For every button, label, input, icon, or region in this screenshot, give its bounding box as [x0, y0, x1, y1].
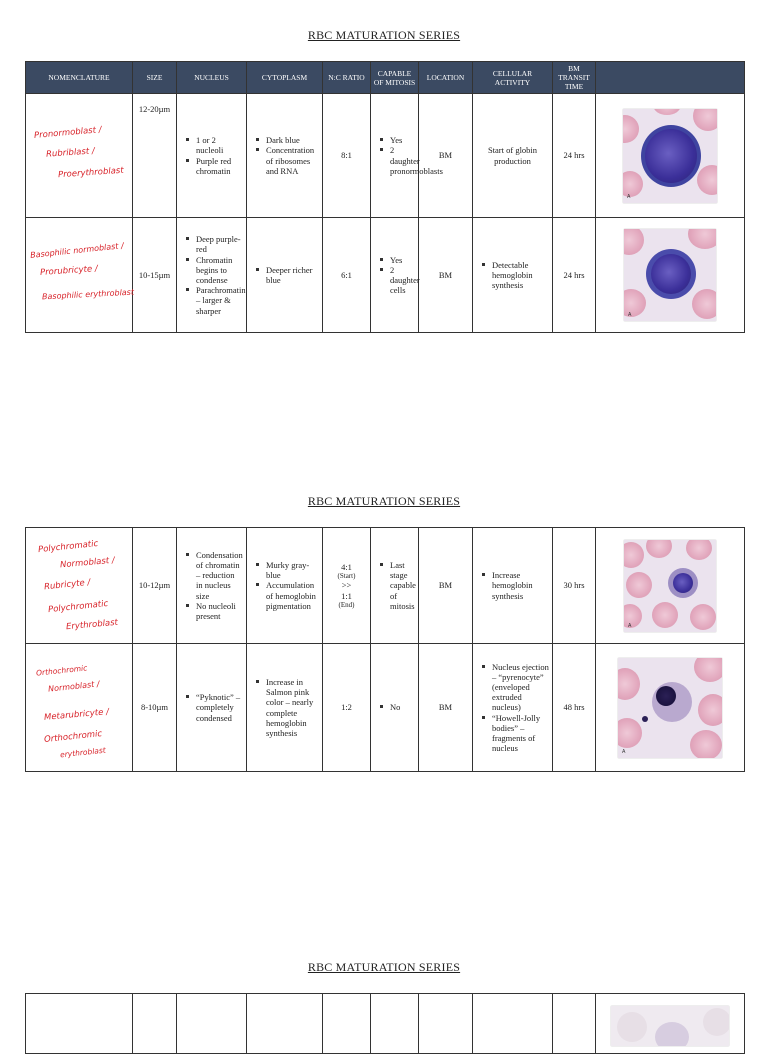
handwritten-name: erythroblast	[59, 745, 107, 760]
nc-ratio-cell	[323, 218, 371, 333]
nucleus-item: Parachromatin – larger & sharper	[196, 285, 246, 316]
nucleus-item: Purple red chromatin	[196, 156, 243, 176]
cytoplasm-cell	[247, 528, 323, 644]
nucleus-cell	[177, 218, 247, 333]
image-cell	[596, 218, 745, 333]
nucleus-item: Chromatin begins to condense	[196, 255, 243, 286]
nc-ratio-cell	[323, 528, 371, 644]
cytoplasm-item: Concentration of ribosomes and RNA	[266, 145, 319, 176]
nc-ratio-cell	[323, 644, 371, 772]
nomenclature-cell	[26, 528, 133, 644]
table-row	[26, 644, 745, 772]
activity-item: “Howell-Jolly bodies” – fragments of nucleus	[492, 713, 549, 754]
activity-item: Increase hemoglobin synthesis	[492, 570, 549, 601]
mitosis-cell	[371, 218, 419, 333]
nc-ratio-value: 1:1	[341, 590, 352, 601]
table-row	[26, 94, 745, 218]
handwritten-name: Orthochromic	[35, 663, 88, 678]
mitosis-item: Yes	[390, 255, 415, 265]
activity-cell	[473, 644, 553, 772]
nomenclature-cell	[26, 218, 133, 333]
handwritten-name: Polychromatic	[47, 598, 109, 616]
activity-item: Detectable hemoglobin synthesis	[492, 260, 549, 291]
basophilic-normoblast-image	[624, 229, 716, 321]
location-cell: BM	[419, 528, 473, 644]
mitosis-cell	[371, 528, 419, 644]
nucleus-item: “Pyknotic” – completely condensed	[196, 692, 243, 723]
cytoplasm-item: Increase in Salmon pink color – nearly complete hemoglobin synthesis	[266, 677, 319, 738]
handwritten-name: Basophilic normoblast /	[29, 241, 125, 260]
nc-ratio-arrow: >>	[341, 580, 352, 591]
mitosis-item: 2 daughter pronormoblasts	[390, 145, 443, 176]
image-label: A	[628, 312, 632, 318]
header-size: SIZE	[133, 62, 177, 94]
header-nc-ratio: N:C RATIO	[323, 62, 371, 94]
activity-cell	[473, 528, 553, 644]
header-location: LOCATION	[419, 62, 473, 94]
handwritten-name: Basophilic erythroblast	[41, 287, 135, 302]
handwritten-name: Orthochromic	[43, 728, 103, 746]
header-transit: BM TRANSIT TIME	[553, 62, 596, 94]
mitosis-cell	[371, 94, 443, 218]
cytoplasm-cell	[247, 94, 323, 218]
activity-cell	[473, 218, 553, 333]
image-label: A	[627, 193, 631, 200]
cytoplasm-item: Murky gray-blue	[266, 560, 319, 580]
polychromatic-normoblast-image	[624, 540, 716, 632]
handwritten-name: Erythroblast	[65, 617, 119, 633]
image-label: A	[628, 622, 632, 629]
handwritten-name: Normoblast /	[47, 679, 100, 694]
image-cell	[596, 644, 745, 772]
handwritten-name: Rubriblast /	[45, 146, 96, 160]
nc-ratio-note: (End)	[338, 600, 355, 609]
cytoplasm-cell	[247, 218, 323, 333]
orthochromic-normoblast-image	[618, 658, 722, 758]
header-cytoplasm: CYTOPLASM	[247, 62, 323, 94]
nucleus-cell	[177, 528, 247, 644]
size-cell: 8-10µm	[133, 644, 177, 772]
table-row	[26, 218, 745, 333]
header-row	[26, 62, 745, 94]
activity-text: Start of globin production	[487, 145, 538, 166]
nucleus-item: No nucleoli present	[196, 601, 243, 621]
header-mitosis: CAPABLE OF MITOSIS	[371, 62, 419, 94]
header-activity: CELLULAR ACTIVITY	[473, 62, 553, 94]
nomenclature-cell	[26, 94, 133, 218]
handwritten-name: Proerythroblast	[57, 165, 124, 181]
nucleus-cell	[177, 94, 247, 218]
mitosis-cell	[371, 644, 419, 772]
image-cell	[596, 94, 745, 218]
nc-ratio-value: 1:2	[341, 702, 352, 713]
mitosis-item: Last stage capable of mitosis	[390, 560, 416, 611]
header-image	[596, 62, 745, 94]
mitosis-item: 2 daughter cells	[390, 264, 420, 296]
cytoplasm-item: Deeper richer blue	[266, 265, 319, 285]
location-cell: BM	[419, 94, 473, 218]
size-cell: 10-15µm	[133, 218, 177, 333]
location-cell: BM	[419, 644, 473, 772]
table-row	[26, 528, 745, 644]
rbc-table-1	[25, 61, 745, 333]
transit-cell: 24 hrs	[553, 218, 596, 333]
handwritten-name: Normoblast /	[59, 555, 116, 571]
nc-ratio-value: 4:1	[341, 561, 352, 572]
size-cell: 10-12µm	[133, 528, 177, 644]
header-nucleus: NUCLEUS	[177, 62, 247, 94]
handwritten-name: Pronormoblast /	[33, 125, 102, 141]
activity-cell	[473, 94, 553, 218]
page-title: RBC MATURATION SERIES	[307, 494, 461, 508]
cytoplasm-item: Accumulation of hemoglobin pigmentation	[266, 580, 319, 611]
size-cell: 12-20µm	[133, 94, 177, 218]
nucleus-cell	[177, 644, 247, 772]
handwritten-name: Polychromatic	[37, 538, 99, 556]
transit-cell: 24 hrs	[553, 94, 596, 218]
nc-ratio-note: (Start)	[337, 572, 356, 581]
nomenclature-cell	[26, 644, 133, 772]
pronormoblast-image	[623, 109, 717, 203]
nucleus-item: Deep purple-red	[196, 234, 243, 254]
nucleus-item: 1 or 2 nucleoli	[196, 135, 243, 155]
transit-cell: 48 hrs	[553, 644, 596, 772]
mitosis-item: Yes	[390, 135, 415, 145]
rbc-table-2	[25, 527, 745, 772]
mitosis-item: No	[390, 702, 415, 712]
image-label: A	[622, 748, 626, 755]
nc-ratio-value: 6:1	[341, 269, 352, 280]
reticulocyte-image	[611, 1006, 729, 1046]
handwritten-name: Metarubricyte /	[43, 707, 110, 723]
image-cell	[596, 528, 745, 644]
page-title: RBC MATURATION SERIES	[307, 960, 461, 974]
handwritten-name: Rubricyte /	[43, 577, 91, 593]
nucleus-item: Condensation of chromatin – reduction in nucleus size	[196, 549, 243, 601]
nc-ratio-cell	[323, 94, 371, 218]
header-nomenclature: NOMENCLATURE	[26, 62, 133, 94]
cytoplasm-item: Dark blue	[266, 135, 319, 145]
page-title: RBC MATURATION SERIES	[307, 28, 461, 42]
activity-item: Nucleus ejection – “pyrenocyte” (enveloped extruded nucleus)	[492, 661, 549, 713]
cytoplasm-cell	[247, 644, 323, 772]
location-cell: BM	[419, 218, 473, 333]
handwritten-name: Prorubricyte /	[39, 263, 99, 279]
transit-cell: 30 hrs	[553, 528, 596, 644]
nc-ratio-value: 8:1	[341, 150, 352, 161]
